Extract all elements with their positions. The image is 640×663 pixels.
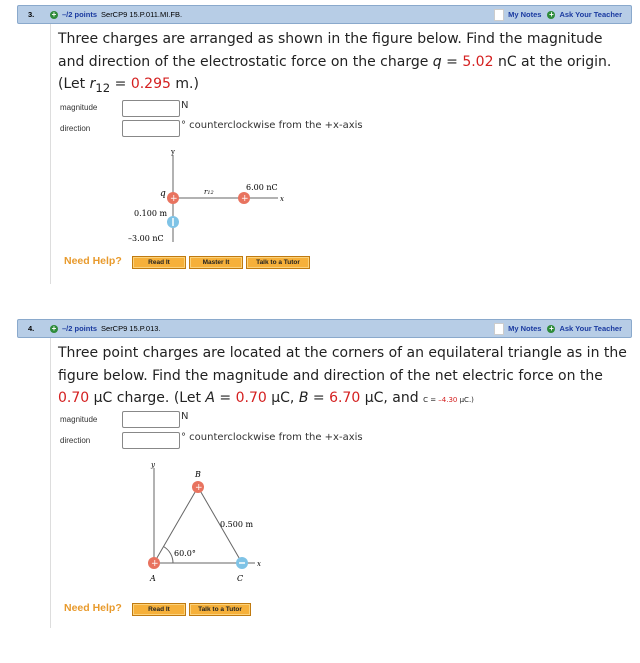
figure-triangle — [140, 460, 280, 585]
talk-to-tutor-button[interactable]: Talk to a Tutor — [189, 603, 251, 616]
direction-unit: ° counterclockwise from the +x-axis — [181, 120, 363, 131]
charge-label-neg3nC: –3.00 nC — [128, 234, 164, 243]
ask-teacher-link[interactable]: Ask Your Teacher — [559, 10, 622, 19]
divider — [50, 338, 51, 628]
magnitude-label: magnitude — [60, 415, 98, 424]
plus-icon: + — [549, 9, 554, 19]
charge-label-6nC: 6.00 nC — [246, 183, 278, 192]
points: –/2 points — [62, 10, 98, 19]
notes-icon — [494, 323, 504, 335]
label-B: B — [195, 470, 201, 479]
question-4-header — [17, 319, 632, 338]
question-number: 4. — [28, 324, 35, 333]
svg-text:+: + — [170, 194, 178, 204]
label-C: C — [237, 574, 244, 583]
expand-plus-icon[interactable]: + — [51, 9, 57, 19]
magnitude-input[interactable] — [122, 100, 180, 117]
points: –/2 points — [62, 324, 98, 333]
magnitude-unit: N — [181, 100, 189, 111]
x-axis-label: x — [257, 560, 261, 568]
q-label: q — [160, 189, 166, 199]
ask-teacher-link[interactable]: Ask Your Teacher — [559, 324, 622, 333]
label-A: A — [150, 574, 156, 583]
direction-label: direction — [60, 124, 91, 133]
distance-label: 0.100 m — [134, 209, 168, 218]
read-it-button[interactable]: Read It — [132, 603, 186, 616]
my-notes-link[interactable]: My Notes — [508, 324, 542, 333]
direction-input[interactable] — [122, 120, 180, 137]
magnitude-input[interactable] — [122, 411, 180, 428]
figure-three-charges — [120, 145, 300, 250]
master-it-button[interactable]: Master It — [189, 256, 243, 269]
r12-label: r12 — [204, 188, 214, 196]
y-axis-label: y — [151, 461, 155, 469]
expand-plus-icon[interactable]: + — [51, 323, 57, 333]
angle-label: 60.0° — [174, 549, 196, 558]
question-4-text: Three point charges are located at the corners of an equilateral triangle as in the figure below. Find the magnitude and direction of the net electric force on the 0.70 μC charge. (Let A = 0.70 μC, B = 6.70 μC, and C = –4.30 μC.) — [58, 345, 627, 406]
svg-text:+: + — [195, 483, 203, 493]
side-length-label: 0.500 m — [220, 520, 254, 529]
need-help-label: Need Help? — [64, 255, 122, 267]
y-axis-label: y — [171, 148, 175, 156]
notes-icon — [494, 9, 504, 21]
question-code: SerCP9 15.P.011.MI.FB. — [101, 10, 183, 19]
question-3-header — [17, 5, 632, 24]
magnitude-unit: N — [181, 411, 189, 422]
talk-to-tutor-button[interactable]: Talk to a Tutor — [246, 256, 310, 269]
divider — [50, 24, 51, 284]
direction-label: direction — [60, 436, 91, 445]
question-3-text: Three charges are arranged as shown in the figure below. Find the magnitude and direction of the electrostatic force on the charge q = 5.02 nC at the origin. (Let $r_{12} = 0.295$ m.) — [58, 31, 612, 95]
need-help-label: Need Help? — [64, 602, 122, 614]
direction-input[interactable] — [122, 432, 180, 449]
direction-unit: ° counterclockwise from the +x-axis — [181, 432, 363, 443]
magnitude-label: magnitude — [60, 103, 98, 112]
question-code: SerCP9 15.P.013. — [101, 324, 161, 333]
read-it-button[interactable]: Read It — [132, 256, 186, 269]
question-number: 3. — [28, 10, 35, 19]
my-notes-link[interactable]: My Notes — [508, 10, 542, 19]
plus-icon: + — [549, 323, 554, 333]
svg-text:+: + — [241, 194, 249, 204]
x-axis-label: x — [280, 195, 284, 203]
svg-text:+: + — [151, 559, 159, 569]
